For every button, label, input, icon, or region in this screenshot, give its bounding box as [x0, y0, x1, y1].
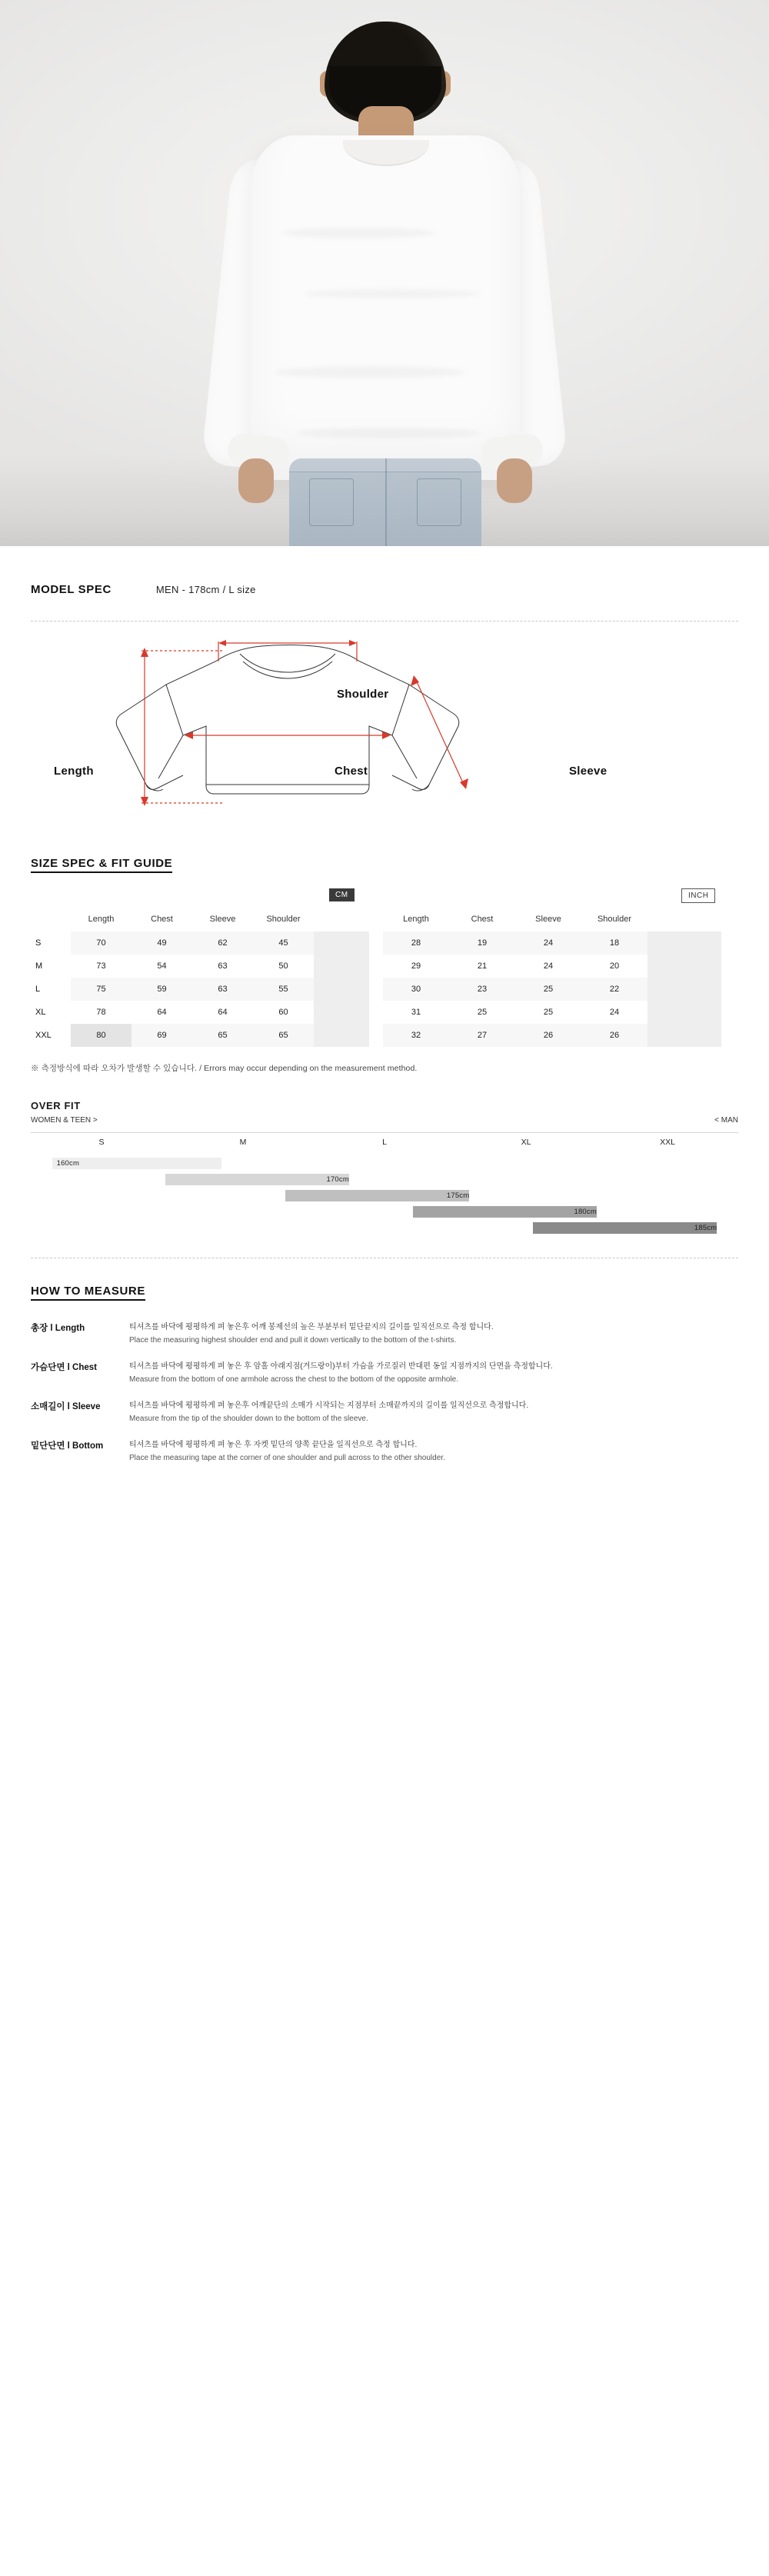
- over-fit-title: OVER FIT: [31, 1100, 81, 1111]
- cell-length: 78: [96, 1008, 106, 1017]
- col-length: Length: [403, 915, 429, 924]
- cell-chest: 69: [131, 1024, 192, 1047]
- scale-tick-xxl: XXL: [660, 1138, 675, 1147]
- measure-key: 총장 l Length: [31, 1324, 85, 1333]
- scale-tick-s: S: [98, 1138, 105, 1147]
- diagram-label-shoulder: Shoulder: [337, 688, 389, 701]
- list-item: [31, 1393, 738, 1432]
- model-spec-section: [31, 546, 738, 596]
- cell-sleeve: 62: [192, 931, 253, 955]
- col-shoulder: Shoulder: [597, 915, 632, 924]
- model-jeans: [289, 458, 481, 546]
- unit-badge-cm: CM: [329, 888, 355, 901]
- cell-length: 80: [71, 1024, 131, 1047]
- cell-sleeve: 63: [218, 961, 228, 971]
- over-fit-bar-170: [165, 1174, 349, 1185]
- cell-sleeve: 26: [515, 1024, 581, 1047]
- measure-key: 소매길이 l Sleeve: [31, 1402, 101, 1411]
- bar-label: 175cm: [446, 1191, 470, 1200]
- cell-length: 75: [71, 978, 131, 1001]
- diagram-svg: [31, 628, 738, 834]
- col-length: Length: [88, 915, 115, 924]
- list-item: [31, 1354, 738, 1393]
- list-item: [31, 1315, 738, 1354]
- cell-chest: 25: [477, 1008, 488, 1017]
- table-row: [383, 1024, 721, 1047]
- table-row: [31, 1024, 369, 1047]
- cell-shoulder: 65: [253, 1024, 314, 1047]
- garment-body: [251, 135, 520, 480]
- cell-shoulder: 20: [609, 961, 620, 971]
- cell-chest: 23: [449, 978, 515, 1001]
- cell-chest: 59: [131, 978, 192, 1001]
- cell-spacer: [314, 978, 369, 1001]
- col-spacer: [647, 908, 721, 931]
- measure-key: 가슴단면 l Chest: [31, 1363, 97, 1372]
- model-spec-title: MODEL SPEC: [31, 583, 112, 596]
- unit-badge-inch: INCH: [681, 888, 715, 903]
- cell-spacer: [314, 1001, 369, 1024]
- cell-length: 31: [411, 1008, 421, 1017]
- table-row: [31, 978, 369, 1001]
- cell-size: XL: [35, 1008, 46, 1017]
- measure-desc-en: Place the measuring tape at the corner of one shoulder and pull across to the other shoulder.: [129, 1453, 445, 1462]
- cell-chest: 21: [477, 961, 488, 971]
- model-hand-left: [238, 458, 274, 503]
- over-fit-left-label: WOMEN & TEEN >: [31, 1116, 98, 1125]
- model-figure: [208, 0, 561, 546]
- over-fit-bar-185: [533, 1222, 717, 1234]
- measure-desc-kr: 티셔츠를 바닥에 평평하게 펴 놓은후 어깨끝단의 소매가 시작되는 지점부터 소매끝까지의 길이를 일직선으로 측정합니다.: [129, 1401, 529, 1410]
- col-sleeve: Sleeve: [209, 915, 236, 924]
- measure-desc: [129, 1321, 494, 1347]
- size-table-cm: [31, 908, 369, 1047]
- over-fit-bar-180: [413, 1206, 597, 1218]
- cell-length: 70: [71, 931, 131, 955]
- model-spec-value: MEN - 178cm / L size: [155, 584, 256, 595]
- cell-sleeve: 25: [543, 1008, 554, 1017]
- scale-tick-m: M: [239, 1138, 247, 1147]
- table-row: [383, 955, 721, 978]
- over-fit-bars: [31, 1153, 738, 1233]
- list-item: [31, 1432, 738, 1471]
- measure-desc-kr: 티셔츠를 바닥에 평평하게 펴 놓은 후 자켓 밑단의 양쪽 끝단을 일직선으로 측정 합니다.: [129, 1441, 418, 1449]
- cell-shoulder: 26: [581, 1024, 647, 1047]
- cell-chest: 19: [449, 931, 515, 955]
- col-spacer: [314, 908, 369, 931]
- cell-spacer: [647, 1024, 721, 1047]
- how-to-measure-list: [31, 1315, 738, 1471]
- size-spec-section: [31, 857, 738, 873]
- table-row: [383, 931, 721, 955]
- over-fit-audience-row: [31, 1116, 738, 1125]
- cell-sleeve: 24: [515, 931, 581, 955]
- over-fit-bar-175: [285, 1190, 469, 1201]
- measure-desc-kr: 티셔츠를 바닥에 평평하게 펴 놓은 후 암홀 아래지점(겨드랑이)부터 가슴을 가로질러 반대편 동일 지점까지의 단면을 측정합니다.: [129, 1362, 553, 1371]
- size-table-inch: [383, 908, 721, 1047]
- unit-badges: [31, 888, 738, 905]
- cell-size: M: [35, 961, 43, 971]
- table-row: [31, 955, 369, 978]
- diagram-label-length: Length: [54, 765, 94, 778]
- measurement-note: ※ 측정방식에 따라 오차가 발생할 수 있습니다. / Errors may occur depending on the measurement method.: [31, 1064, 418, 1073]
- cell-spacer: [314, 931, 369, 955]
- scale-tick-xl: XL: [521, 1138, 531, 1147]
- cell-spacer: [647, 978, 721, 1001]
- cell-shoulder: 22: [581, 978, 647, 1001]
- cell-shoulder: 55: [253, 978, 314, 1001]
- cell-spacer: [647, 955, 721, 978]
- cell-shoulder: 50: [278, 961, 288, 971]
- col-shoulder: Shoulder: [266, 915, 301, 924]
- measure-key: 밑단단면 l Bottom: [31, 1441, 104, 1451]
- cell-shoulder: 24: [609, 1008, 620, 1017]
- divider-1: [31, 621, 738, 622]
- measure-desc: [129, 1400, 528, 1425]
- cell-length: 29: [411, 961, 421, 971]
- over-fit-section: [31, 1100, 738, 1233]
- detail-content: [0, 546, 769, 1471]
- cell-sleeve: 64: [218, 1008, 228, 1017]
- measure-desc-kr: 티셔츠를 바닥에 평평하게 펴 놓은후 어깨 봉제선의 높은 부분부터 밑단끝지의 길이를 일직선으로 측정 합니다.: [129, 1323, 494, 1331]
- size-tables: [31, 908, 738, 1047]
- table-row: [383, 1001, 721, 1024]
- cell-length: 30: [383, 978, 449, 1001]
- table-header-row: [31, 908, 369, 931]
- bar-label: 160cm: [56, 1159, 80, 1168]
- cell-sleeve: 63: [192, 978, 253, 1001]
- model-hand-right: [497, 458, 532, 503]
- scale-tick-l: L: [382, 1138, 387, 1147]
- cell-size: S: [35, 938, 42, 948]
- table-row: [31, 1001, 369, 1024]
- cell-spacer: [647, 1001, 721, 1024]
- bar-label: 185cm: [694, 1224, 717, 1232]
- cell-length: 73: [96, 961, 106, 971]
- cell-sleeve: 65: [192, 1024, 253, 1047]
- cell-size: L: [35, 985, 41, 994]
- cell-length: 28: [383, 931, 449, 955]
- hero-model-photo: [0, 0, 769, 546]
- table-header-row: [383, 908, 721, 931]
- col-size: [31, 908, 71, 931]
- table-row: [383, 978, 721, 1001]
- cell-sleeve: 24: [543, 961, 554, 971]
- measure-desc-en: Place the measuring highest shoulder end and pull it down vertically to the bottom of the t-shirts.: [129, 1335, 457, 1345]
- measurement-diagram: [31, 628, 738, 834]
- cell-size: XXL: [35, 1031, 52, 1040]
- diagram-label-sleeve: Sleeve: [569, 765, 608, 778]
- col-chest: Chest: [471, 915, 494, 924]
- size-spec-title: SIZE SPEC & FIT GUIDE: [31, 857, 172, 873]
- over-fit-right-label: < MAN: [714, 1116, 738, 1125]
- bar-label: 170cm: [326, 1175, 349, 1184]
- cell-spacer: [314, 1024, 369, 1047]
- cell-shoulder: 45: [253, 931, 314, 955]
- cell-shoulder: 18: [581, 931, 647, 955]
- measure-desc: [129, 1361, 553, 1386]
- over-fit-scale: [31, 1132, 738, 1151]
- cell-chest: 27: [449, 1024, 515, 1047]
- table-row: [31, 931, 369, 955]
- how-to-measure-section: [31, 1285, 738, 1471]
- cell-chest: 64: [157, 1008, 167, 1017]
- col-chest: Chest: [151, 915, 173, 924]
- measure-desc: [129, 1439, 445, 1465]
- cell-length: 32: [383, 1024, 449, 1047]
- measure-desc-en: Measure from the tip of the shoulder down to the bottom of the sleeve.: [129, 1414, 368, 1423]
- cell-sleeve: 25: [515, 978, 581, 1001]
- diagram-label-chest: Chest: [335, 765, 368, 778]
- cell-chest: 49: [131, 931, 192, 955]
- cell-spacer: [314, 955, 369, 978]
- measure-desc-en: Measure from the bottom of one armhole across the chest to the bottom of the opposite armhole.: [129, 1375, 459, 1384]
- bar-label: 180cm: [574, 1208, 597, 1216]
- cell-shoulder: 60: [278, 1008, 288, 1017]
- over-fit-bar-160: [52, 1158, 222, 1169]
- cell-spacer: [647, 931, 721, 955]
- col-sleeve: Sleeve: [535, 915, 561, 924]
- cell-chest: 54: [157, 961, 167, 971]
- how-to-measure-title: HOW TO MEASURE: [31, 1285, 145, 1301]
